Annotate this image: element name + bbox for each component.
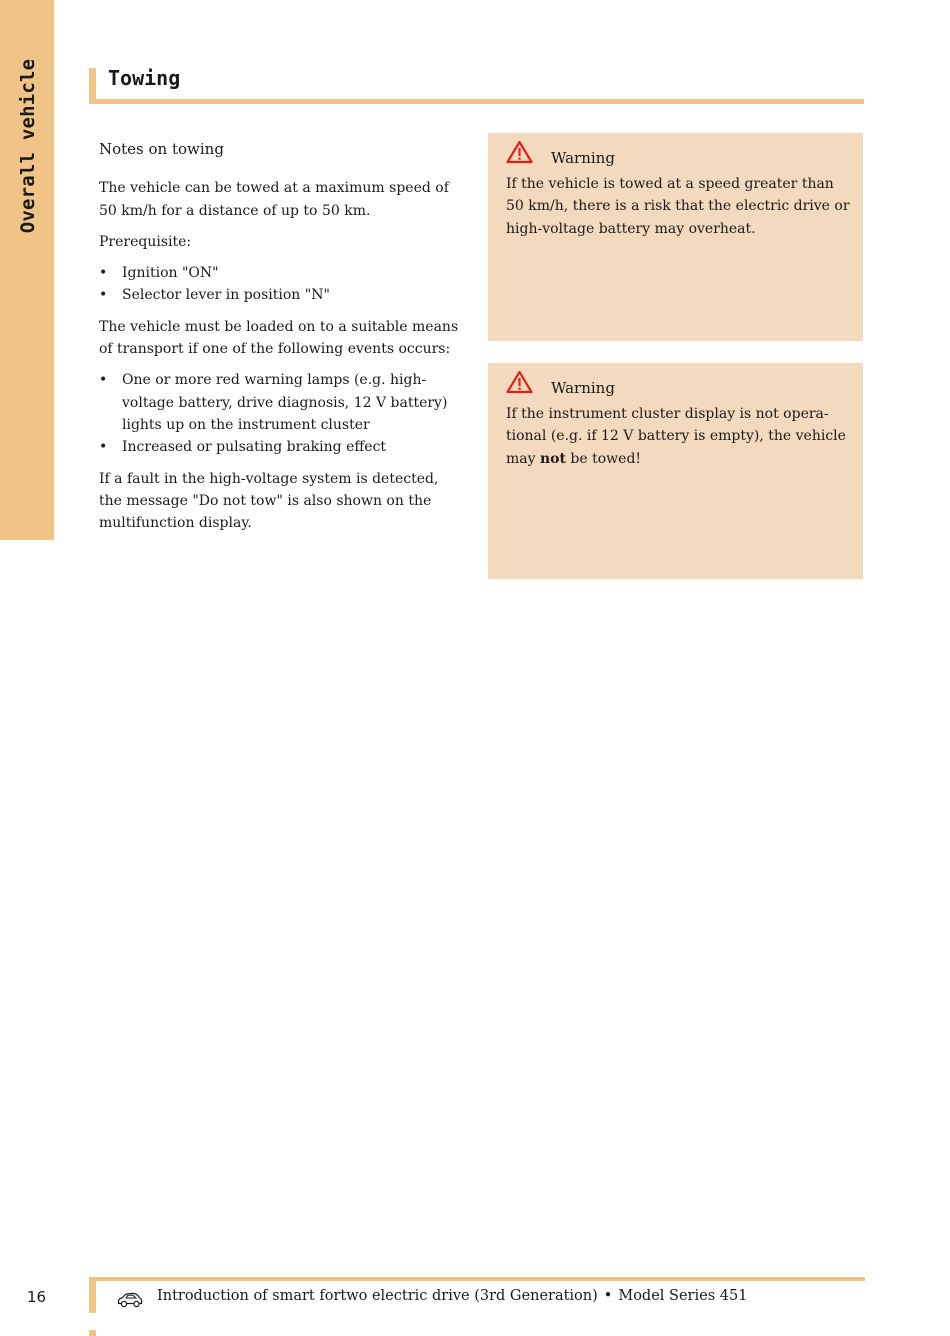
car-icon xyxy=(117,1292,143,1308)
transport-paragraph: The vehicle must be loaded on to a suitable means of transport if one of the following events occurs: xyxy=(99,318,459,358)
warning-header xyxy=(506,141,851,167)
page-number: 16 xyxy=(27,1288,47,1306)
warning-header xyxy=(506,371,851,397)
list-item: • One or more red warning lamps (e.g. high-voltage battery, drive diagnosis, 12 V battery) lights up on the instrument cluster xyxy=(99,372,448,433)
warning-text: If the instrument cluster display is not opera-tional (e.g. if 12 V battery is empty), the vehicle may not be towed! xyxy=(506,406,846,467)
section-subheading: Notes on towing xyxy=(99,140,224,158)
list-item: • Increased or pulsating braking effect xyxy=(99,439,387,456)
list-item: • Ignition "ON" xyxy=(99,265,219,282)
side-tab xyxy=(0,0,54,540)
footer-text xyxy=(157,1288,747,1304)
footer-tick xyxy=(89,1330,96,1336)
warning-title: Warning xyxy=(551,378,615,397)
emphasis-not: not xyxy=(539,450,566,467)
warning-triangle-icon xyxy=(506,370,533,394)
warning-text: If the vehicle is towed at a speed greater than 50 km/h, there is a risk that the electric drive or high-voltage battery may overheat. xyxy=(506,176,850,237)
warning-triangle-icon xyxy=(506,140,533,164)
footer-title: Introduction of smart fortwo electric drive (3rd Generation) xyxy=(157,1288,598,1304)
list-item-text: One or more red warning lamps (e.g. high-voltage battery, drive diagnosis, 12 V battery) lights up on the instrument cluster xyxy=(122,372,448,433)
fault-paragraph: If a fault in the high-voltage system is detected, the message "Do not tow" is also shown on the multifunction display. xyxy=(99,470,439,532)
list-item-text: Selector lever in position "N" xyxy=(122,287,330,304)
notes-column xyxy=(99,138,464,543)
warning-title: Warning xyxy=(551,148,615,167)
footer xyxy=(89,1277,865,1313)
speed-paragraph: The vehicle can be towed at a maximum speed of 50 km/h for a distance of up to 50 km. xyxy=(99,180,449,219)
event-list xyxy=(99,369,464,458)
footer-separator: • xyxy=(603,1288,613,1304)
list-item-text: Increased or pulsating braking effect xyxy=(122,439,387,456)
warning-box-overheat xyxy=(488,133,863,341)
side-tab-label: Overall vehicle xyxy=(17,58,39,234)
list-item: • Selector lever in position "N" xyxy=(99,287,330,304)
page-title: Towing xyxy=(108,66,181,90)
prerequisite-list xyxy=(99,262,464,307)
footer-series: Model Series 451 xyxy=(618,1288,748,1304)
list-item-text: Ignition "ON" xyxy=(122,265,219,282)
warning-box-display xyxy=(488,363,863,579)
prerequisite-label: Prerequisite: xyxy=(99,233,192,250)
title-block xyxy=(89,68,864,104)
